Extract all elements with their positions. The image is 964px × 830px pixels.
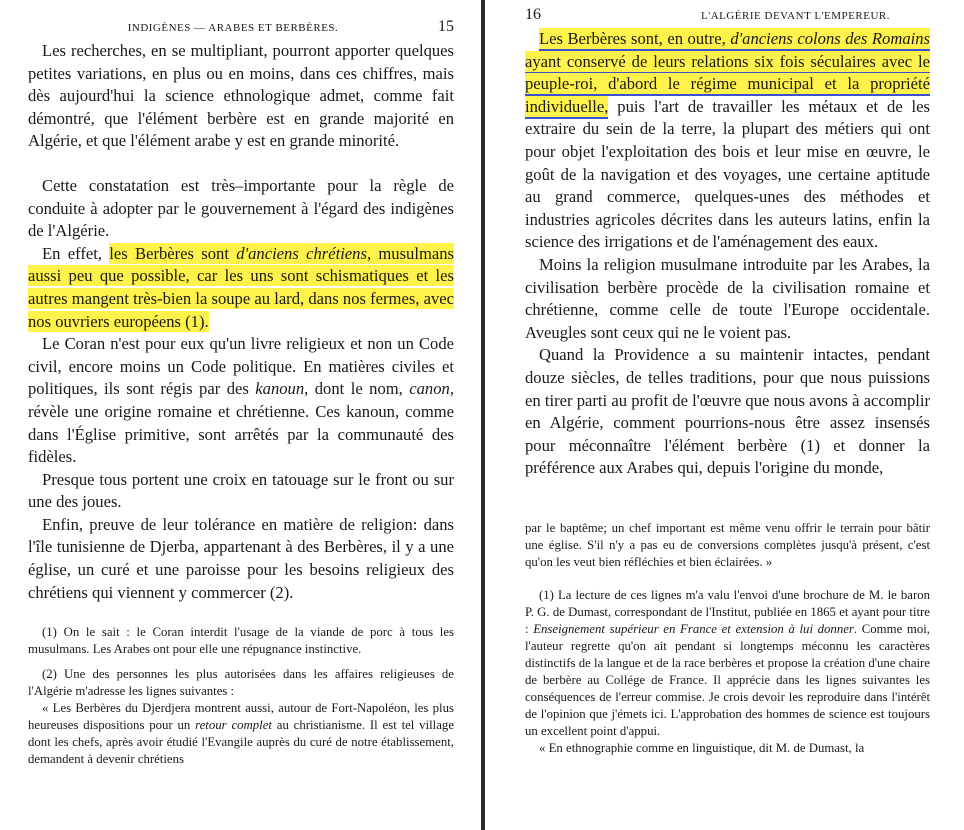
italic-text: kanoun bbox=[255, 379, 305, 399]
running-title: L'ALGÉRIE DEVANT L'EMPEREUR. bbox=[701, 10, 890, 22]
text-run: , dont le nom, bbox=[304, 379, 410, 399]
footnote bbox=[28, 700, 454, 768]
text-run: puis l'art de travailler les métaux et de les extraire du sein de la terre, la plupart des métiers qui ont pour objet l'exploitation des bois et leur mise en œuvre, le goût de la navigation et des voyages, une certaine aptitude au grand commerce, quelques-unes des méthodes et industries agricoles décrites dans les auteurs latins, enfin la science des irrigations et de l'aménagement des eaux. bbox=[525, 96, 930, 252]
paragraph: Moins la religion musulmane introduite par les Arabes, la civilisation berbère procède de la civilisation romaine et chrétienne, comme celle de toute l'Europe occidentale. Aveugles sont ceux qui ne le voient pas. bbox=[525, 254, 930, 342]
left-page-content bbox=[28, 18, 454, 768]
italic-text: d'anciens chrétiens bbox=[236, 243, 367, 263]
left-page-header bbox=[28, 18, 454, 40]
text-run: au christianisme. Il est tel village dont les chefs, après avoir étudié l'Evangile auprès du curé de notre établissement, demandent à devenir chrétiens bbox=[28, 718, 454, 767]
right-body-text bbox=[525, 28, 930, 480]
text-run: En effet, bbox=[42, 243, 110, 263]
paragraph: Cette constatation est très–importante pour la règle de conduite à adopter par le gouvernement à l'égard des indigènes de l'Algérie. bbox=[28, 175, 454, 241]
text-run: les Berbères sont bbox=[109, 243, 237, 263]
right-footnotes bbox=[525, 520, 930, 757]
text-run: « Les Berbères du Djerdjera montrent aussi, autour de Fort-Napoléon, les plus heureuses dispositions pour un bbox=[28, 701, 454, 733]
text-run: Le Coran n'est pour eux qu'un livre religieux et non un Code civil, encore moins un Code politique. En matières civiles et politiques, ils sont régis par des bbox=[28, 334, 454, 399]
paragraph: Presque tous portent une croix en tatouage sur le front ou sur une des joues. bbox=[28, 469, 454, 512]
page-number: 15 bbox=[438, 18, 454, 35]
running-title: INDIGÈNES — ARABES ET BERBÈRES. bbox=[127, 22, 339, 34]
text-run: ayant conservé de leurs relations six fois séculaires avec le peuple-roi, d'abord le régime municipal et la propriété individuelle, bbox=[525, 51, 930, 116]
footnote: (2) Une des personnes les plus autorisées dans les affaires religieuses de l'Algérie m'adresse les lignes suivantes : bbox=[28, 667, 454, 699]
page-number: 16 bbox=[525, 6, 541, 23]
left-body-text bbox=[28, 40, 454, 604]
right-page-header bbox=[525, 6, 930, 28]
right-page-content bbox=[525, 6, 930, 757]
footnote-spacer bbox=[525, 571, 930, 587]
footnote: « En ethnographie comme en linguistique, dit M. de Dumast, la bbox=[539, 740, 865, 755]
left-footnotes bbox=[28, 624, 454, 768]
text-run: Les Berbères sont, en outre, bbox=[539, 29, 731, 48]
footnote bbox=[525, 587, 930, 740]
footnote-continuation: par le baptême; un chef important est même venu offrir le terrain pour bâtir une église. S'il n'y a pas eu de conversions complètes jusqu'à présent, c'est qu'on les veut bien réfléchies et bien éclairées. » bbox=[525, 520, 930, 569]
text-run: . Comme moi, l'auteur regrette qu'on ait pendant si longtemps méconnu les caractères distinctifs de la langue et de la race berbères et propose la création d'une chaire de berbère au Collége de France. Il apprécie dans les lignes suivantes les conséquences de l'erreur commise. Je crois devoir les reproduire dans l'intérêt de l'opinion que j'émets ici. L'approbation des hommes de science est toujours un excellent point d'appui. bbox=[525, 621, 930, 738]
text-run: (1) La lecture de ces lignes m'a valu l'envoi d'une brochure de M. le baron P. G. de Dumast, correspondant de l'Institut, publiée en 1865 et ayant pour titre : bbox=[525, 587, 930, 636]
italic-text: Enseignement supérieur en France et extension à lui donner bbox=[533, 621, 854, 636]
paragraph: Quand la Providence a su maintenir intactes, pendant douze siècles, de telles traditions, pour que nous puissions en tirer parti au profit de l'œuvre que nous avons à accomplir en Algérie, comment pourrions-nous être assez insensés pour méconnaître l'élément berbère (1) et donner la préférence aux Arabes qui, depuis l'origine du monde, bbox=[525, 345, 930, 478]
italic-text: d'anciens colons des Romains bbox=[730, 29, 930, 48]
highlighted-paragraph bbox=[28, 243, 454, 333]
italic-text: retour complet bbox=[195, 718, 272, 733]
right-page bbox=[485, 0, 964, 830]
paragraph: Les recherches, en se multipliant, pourront apporter quelques petites variations, en plus ou en moins, dans ces chiffres, mais dès aujourd'hui la science ethnologique admet, comme fait démontré, que l'élément berbère est en grande majorité en Algérie, et que l'élément arabe y est en grande minorité. bbox=[28, 41, 454, 151]
footnote: (1) On le sait : le Coran interdit l'usage de la viande de porc à tous les musulmans. Les Arabes ont pour elle une répugnance instinctive. bbox=[28, 625, 454, 657]
paragraph bbox=[28, 333, 454, 469]
italic-text: canon bbox=[409, 379, 450, 399]
text-run: , musulmans aussi peu que possible, car les uns sont schismatiques et les autres mangent très-bien la soupe au lard, dans nos fermes, avec nos ouvriers européens (1). bbox=[28, 243, 454, 331]
text-run: , révèle une origine romaine et chrétienne. Ces kanoun, comme dans l'Église primitive, sont arrêtés par la communauté des fidèles. bbox=[28, 379, 454, 467]
paragraph: Enfin, preuve de leur tolérance en matière de religion: dans l'île tunisienne de Djerba, appartenant à des Berbères, il y a une église, un curé et une paroisse pour les besoins religieux des chrétiens qui viennent y commercer (2). bbox=[28, 514, 454, 602]
left-page bbox=[0, 0, 481, 830]
highlighted-paragraph bbox=[525, 28, 930, 254]
